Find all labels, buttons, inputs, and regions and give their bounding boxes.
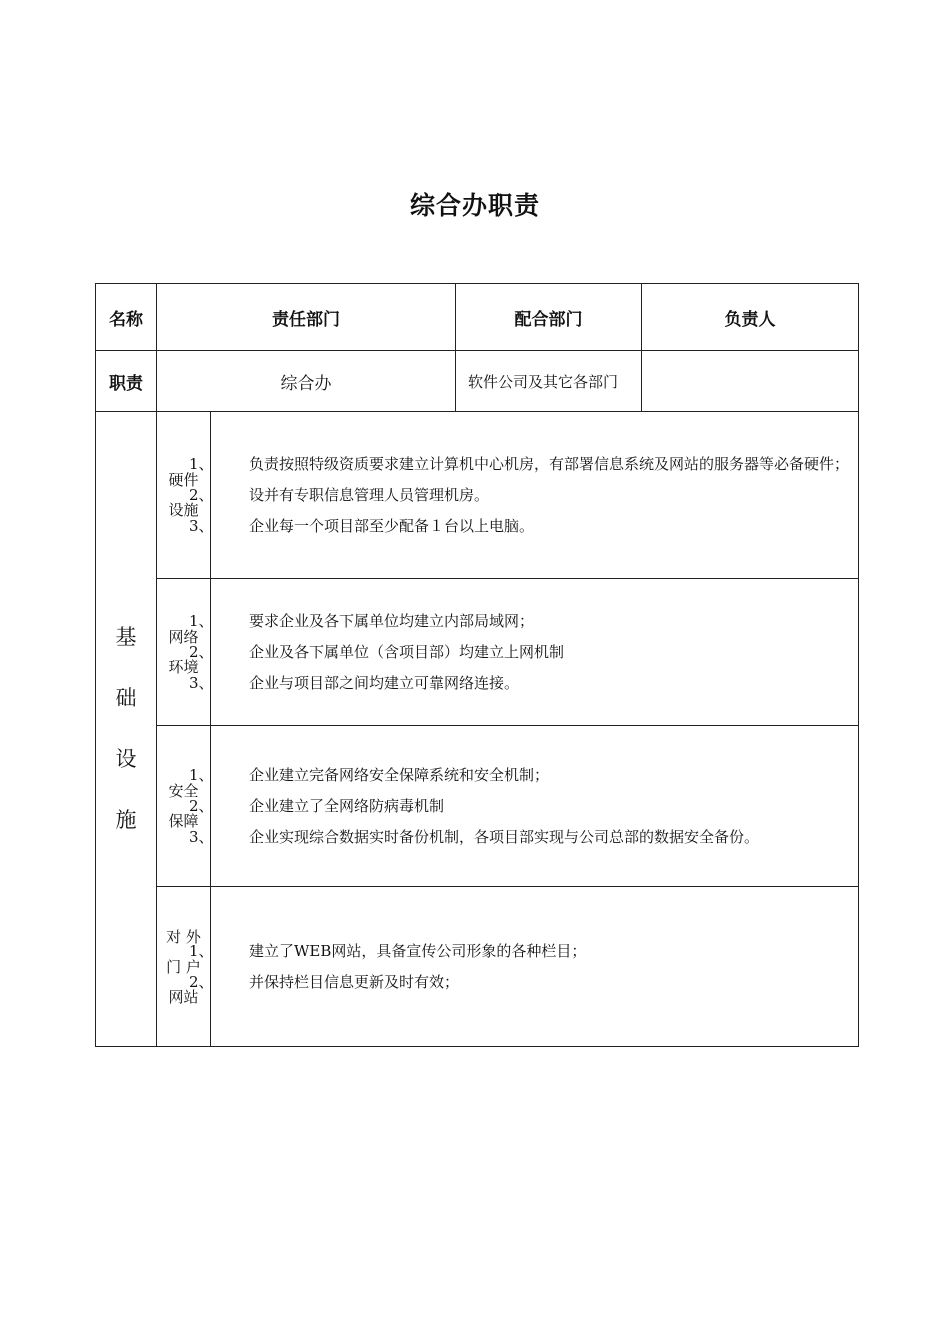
item-number: 3、 xyxy=(189,516,214,535)
group-label-char: 基 xyxy=(115,625,137,649)
item-number: 3、 xyxy=(189,827,214,846)
item-number: 1、 xyxy=(189,765,214,784)
duty-label: 职责 xyxy=(96,351,157,412)
item-text: 并保持栏目信息更新及时有效； xyxy=(249,972,460,991)
duty-person-in-charge xyxy=(642,351,859,412)
list-item xyxy=(189,637,850,668)
section-label-line: 保障 xyxy=(168,812,199,830)
section-row-hardware xyxy=(96,412,859,579)
list-item xyxy=(189,449,850,480)
document-title: 综合办职责 xyxy=(409,191,540,220)
list-item xyxy=(189,760,850,791)
item-text: 企业建立了全网络防病毒机制 xyxy=(249,796,445,815)
section-items-portal xyxy=(189,887,859,1047)
section-row-security xyxy=(96,726,859,887)
list-item xyxy=(189,606,850,637)
list-item xyxy=(189,511,850,542)
item-number: 3、 xyxy=(189,673,214,692)
header-cooperating-dept: 配合部门 xyxy=(456,284,642,351)
section-row-portal xyxy=(96,887,859,1047)
item-text: 企业实现综合数据实时备份机制，各项目部实现与公司总部的数据安全备份。 xyxy=(249,827,760,846)
list-item xyxy=(189,791,850,822)
list-item xyxy=(189,936,850,967)
item-number: 2、 xyxy=(189,972,214,991)
section-label-line: 硬件 xyxy=(168,471,199,489)
item-number: 1、 xyxy=(189,611,214,630)
section-label-line: 网络 xyxy=(168,628,199,646)
section-label-line: 对 外 xyxy=(166,927,201,946)
section-label-line: 设施 xyxy=(168,501,199,519)
header-row xyxy=(96,284,859,351)
list-item xyxy=(189,668,850,699)
item-number: 2、 xyxy=(189,796,214,815)
section-items-hardware xyxy=(189,412,859,579)
section-items-network xyxy=(189,579,859,726)
item-text: 负责按照特级资质要求建立计算机中心机房，有部署信息系统及网站的服务器等必备硬件； xyxy=(249,454,850,473)
item-text: 企业建立完备网络安全保障系统和安全机制； xyxy=(249,765,550,784)
section-label-line: 安全 xyxy=(168,782,199,800)
group-label-char: 础 xyxy=(115,686,137,710)
item-number: 1、 xyxy=(189,941,214,960)
duty-responsible-dept: 综合办 xyxy=(157,351,456,412)
section-row-network xyxy=(96,579,859,726)
header-name: 名称 xyxy=(96,284,157,351)
duty-table xyxy=(95,283,859,1047)
list-item xyxy=(189,480,850,511)
section-items-security xyxy=(189,726,859,887)
item-text: 企业每一个项目部至少配备１台以上电脑。 xyxy=(249,516,535,535)
header-responsible-dept: 责任部门 xyxy=(157,284,456,351)
group-label-infrastructure xyxy=(96,412,157,1047)
item-text: 企业及各下属单位（含项目部）均建立上网机制 xyxy=(249,642,565,661)
item-text: 建立了WEB网站，具备宣传公司形象的各种栏目； xyxy=(249,941,587,960)
section-label-line: 环境 xyxy=(168,658,199,676)
item-text: 设并有专职信息管理人员管理机房。 xyxy=(249,485,490,504)
section-label-line: 网站 xyxy=(168,987,199,1006)
list-item xyxy=(189,822,850,853)
item-number: 2、 xyxy=(189,642,214,661)
duty-cooperating-dept: 软件公司及其它各部门 xyxy=(456,351,642,412)
item-number: 2、 xyxy=(189,485,214,504)
list-item xyxy=(189,967,850,998)
group-label-char: 施 xyxy=(115,808,137,832)
header-person-in-charge: 负责人 xyxy=(642,284,859,351)
section-label-line: 门 户 xyxy=(166,957,201,976)
duty-row xyxy=(96,351,859,412)
group-label-char: 设 xyxy=(115,747,137,771)
item-text: 企业与项目部之间均建立可靠网络连接。 xyxy=(249,673,520,692)
item-number: 1、 xyxy=(189,454,214,473)
item-text: 要求企业及各下属单位均建立内部局域网； xyxy=(249,611,535,630)
